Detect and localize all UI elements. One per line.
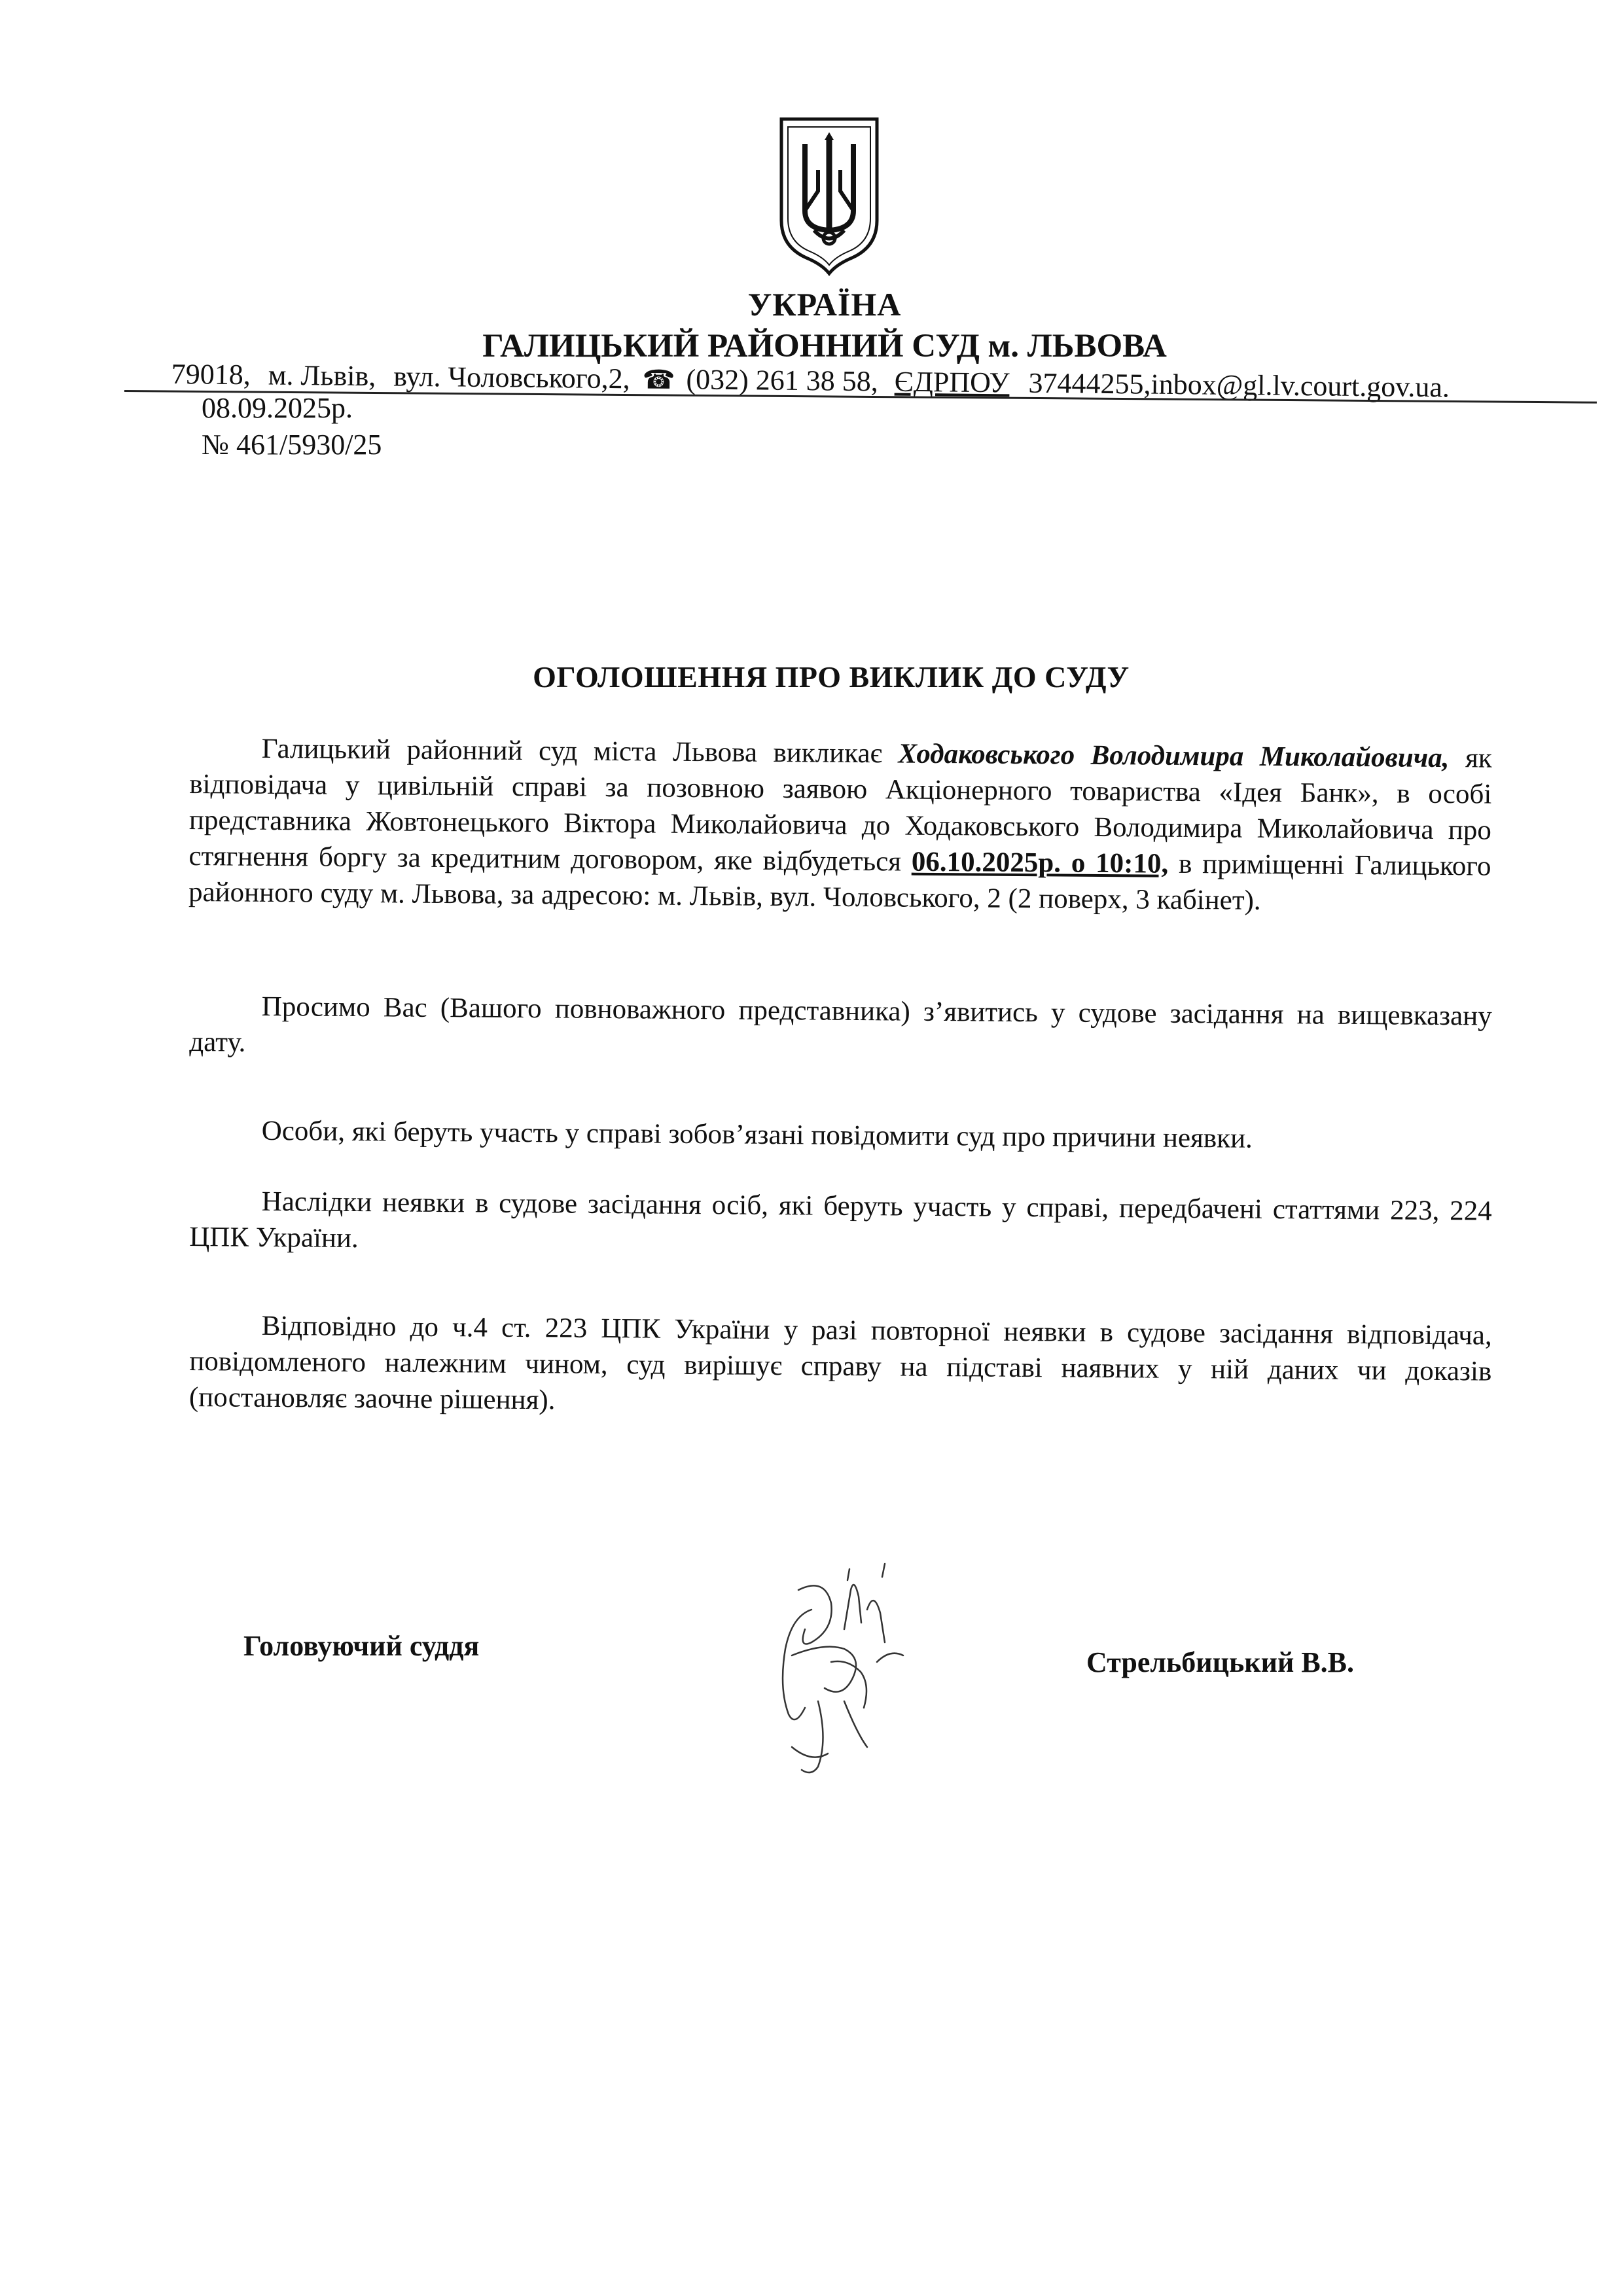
street: вул. Чоловського,2,	[393, 360, 630, 395]
document-title: ОГОЛОШЕННЯ ПРО ВИКЛИК ДО СУДУ	[533, 660, 1130, 694]
request-text: Просимо Вас (Вашого повноважного представника) з’явитись у судове засідання на вищевказану дату.	[189, 991, 1492, 1058]
paragraph-obligation	[190, 1112, 1492, 1159]
defendant-name: Ходаковського Володимира Миколайовича,	[898, 738, 1450, 774]
case-number: № 461/5930/25	[202, 429, 382, 461]
obligation-text: Особи, які беруть участь у справі зобов’язані повідомити суд про причини неявки.	[261, 1115, 1253, 1154]
paragraph-summons	[188, 730, 1492, 921]
court-name-heading: ГАЛИЦЬКИЙ РАЙОННИЙ СУД м. ЛЬВОВА	[482, 328, 1167, 364]
telephone-icon: ☎	[642, 364, 675, 395]
consequences-text: Наслідки неявки в судове засідання осіб, які беруть участь у справі, передбачені статтями 223, 224 ЦПК України.	[189, 1186, 1492, 1254]
edrpou-and-email: 37444255,inbox@gl.lv.court.gov.ua.	[1028, 366, 1450, 404]
edrpou-label: ЄДРПОУ	[894, 365, 1010, 399]
judge-name: Стрельбицький В.В.	[1086, 1646, 1355, 1678]
coat-of-arms-icon	[774, 113, 885, 276]
hearing-datetime: 06.10.2025р. о 10:10,	[911, 846, 1169, 879]
default-judgment-text: Відповідно до ч.4 ст. 223 ЦПК України у разі повторної неявки в судове засідання відповідача, повідомленого належним чином, суд вирішує справу на підставі наявних у ній даних чи доказів (постановляє заочне рішення).	[188, 1310, 1492, 1416]
judge-role-label: Головуючий суддя	[243, 1630, 480, 1662]
summons-location: в приміщенні Галицького районного суду м. Львова, за адресою: м. Львів, вул. Чоловського, 2 (2 поверх, 3 кабінет).	[188, 848, 1491, 916]
summons-intro: Галицький районний суд міста Львова викликає	[261, 733, 899, 769]
paragraph-default-judgment	[189, 1307, 1492, 1426]
handwritten-signature-icon	[713, 1551, 936, 1786]
paragraph-consequences	[189, 1183, 1492, 1265]
summons-case-details: як відповідача у цивільній справі за позовною заявою Акціонерного товариства «Ідея Банк», в особі представника Жовтонецького Віктора Миколайовича до Ходаковського Володимира Миколайовича про стягнення боргу за кредитним договором, яке відбудеться	[188, 743, 1492, 877]
country-heading: УКРАЇНА	[747, 286, 902, 323]
phone-number: (032) 261 38 58,	[686, 363, 879, 398]
document-date: 08.09.2025р.	[202, 392, 353, 424]
city: м. Львів,	[268, 359, 376, 393]
postal-code: 79018,	[171, 357, 251, 391]
paragraph-request	[189, 988, 1492, 1070]
